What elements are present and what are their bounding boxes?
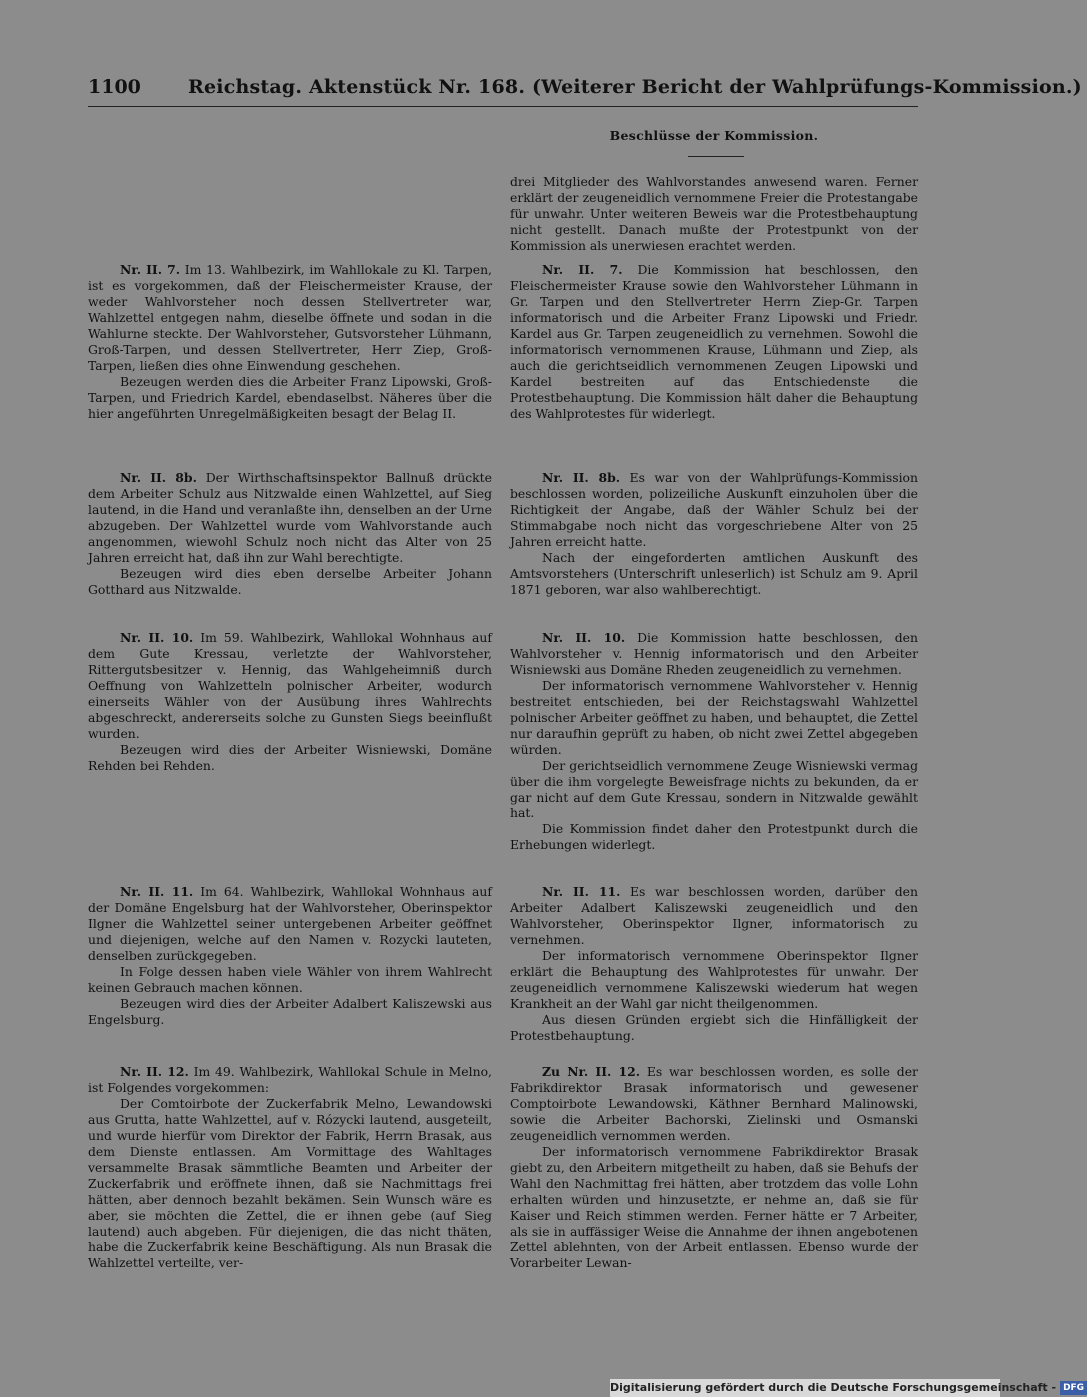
right-entry-ii-10 <box>510 630 918 853</box>
entry-ref: Nr. II. 8b. <box>120 470 197 485</box>
left-entry-ii-12 <box>88 1064 492 1271</box>
footer-text: Digitalisierung gefördert durch die Deutsche Forschungsgemeinschaft - <box>610 1381 1057 1394</box>
entry-text: Aus diesen Gründen ergiebt sich die Hinfälligkeit der Protestbehauptung. <box>510 1011 918 1043</box>
heading-rule <box>688 156 744 157</box>
entry-ref: Nr. II. 10. <box>120 630 194 645</box>
left-entry-ii-10 <box>88 630 492 774</box>
entry-ref: Nr. II. 10. <box>542 630 626 645</box>
entry-text: Bezeugen werden dies die Arbeiter Franz Lipowski, Groß-Tarpen, und Friedrich Kardel, ebendaselbst. Näheres über die hier angeführten Unregelmäßigkeiten besagt der Belag II. <box>88 373 492 421</box>
entry-text: In Folge dessen haben viele Wähler von ihrem Wahlrecht keinen Gebrauch machen können. <box>88 963 492 995</box>
right-intro-text: drei Mitglieder des Wahlvorstandes anwesend waren. Ferner erklärt der zeugeneidlich vernommene Freier die Protestangabe für unwahr. Unter weiteren Beweis war die Protestbehauptung nicht gestellt. Danach mußte der Protestpunkt von der Kommission als unerwiesen erachtet werden. <box>510 174 918 253</box>
entry-ref: Nr. II. 11. <box>542 884 621 899</box>
right-entry-ii-11 <box>510 884 918 1044</box>
entry-text: Der informatorisch vernommene Wahlvorsteher v. Hennig bestreitet entschieden, bei der Reichstagswahl Wahlzettel polnischer Arbeiter geöffnet zu haben, und behauptet, die Zettel nur daraufhin geprüft zu haben, ob nicht zwei Zettel abgegeben würden. <box>510 677 918 757</box>
entry-text: Nach der eingeforderten amtlichen Auskunft des Amtsvorstehers (Unterschrift unleserlich) ist Schulz am 9. April 1871 geboren, war also wahlberechtigt. <box>510 549 918 597</box>
page-number: 1100 <box>88 76 141 98</box>
entry-ref: Zu Nr. II. 12. <box>542 1064 641 1079</box>
right-entry-ii-12 <box>510 1064 918 1271</box>
entry-ref: Nr. II. 12. <box>120 1064 189 1079</box>
header-rule <box>88 106 918 107</box>
entry-text: Die Kommission findet daher den Protestpunkt durch die Erhebungen widerlegt. <box>510 821 918 853</box>
entry-text: Es war beschlossen worden, darüber den Arbeiter Adalbert Kaliszewski zeugeneidlich und den Wahlvorsteher, Oberinspektor Ilgner, informatorisch zu vernehmen. <box>510 884 918 947</box>
page-title: Reichstag. Aktenstück Nr. 168. (Weiterer Bericht der Wahlprüfungs-Kommission.) <box>188 76 1082 98</box>
entry-text: Es war von der Wahlprüfungs-Kommission beschlossen worden, polizeiliche Auskunft einzuholen über die Richtigkeit der Angabe, daß der Wähler Schulz bei der Stimmabgabe noch nicht das vorgeschriebene Alter von 25 Jahren erreicht hatte. <box>510 470 918 549</box>
left-entry-ii-7 <box>88 262 492 422</box>
entry-text: Im 49. Wahlbezirk, Wahllokal Schule in Melno, ist Folgendes vorgekommen: <box>88 1064 492 1095</box>
funding-footer <box>610 1379 1085 1397</box>
entry-text: Bezeugen wird dies eben derselbe Arbeiter Johann Gotthard aus Nitzwalde. <box>88 565 492 597</box>
entry-ref: Nr. II. 11. <box>120 884 194 899</box>
entry-text: Der gerichtseidlich vernommene Zeuge Wisniewski vermag über die ihm vorgelegte Beweisfrage nichts zu bekunden, da er gar nicht auf dem Gute Kressau, sondern in Nitzwalde gewählt hat. <box>510 757 918 821</box>
entry-ref: Nr. II. 8b. <box>542 470 621 485</box>
entry-ref: Nr. II. 7. <box>542 262 623 277</box>
entry-text: Der informatorisch vernommene Fabrikdirektor Brasak giebt zu, den Arbeitern mitgetheilt zu haben, daß sie Behufs der Wahl den Nachmittag frei hätten, aber trotzdem das volle Lohn erhalten würden und hinzusetzte, er nehme an, daß sie für Kaiser und Reich stimmen werden. Ferner hätte er 7 Arbeiter, als sie in auffässiger Weise die Annahme der ihnen angebotenen Zettel ablehnten, von der Arbeit entlassen. Ebenso wurde der Vorarbeiter Lewan- <box>510 1143 918 1271</box>
right-intro <box>510 174 918 254</box>
right-entry-ii-7 <box>510 262 918 422</box>
entry-text: Im 64. Wahlbezirk, Wahllokal Wohnhaus auf der Domäne Engelsburg hat der Wahlvorsteher, Oberinspektor Ilgner die Wahlzettel seiner untergebenen Arbeiter geöffnet und diejenigen, welche auf den Namen v. Rozycki lauteten, denselben zurückgegeben. <box>88 884 492 963</box>
entry-text: Der Comtoirbote der Zuckerfabrik Melno, Lewandowski aus Grutta, hatte Wahlzettel, auf v. Rózycki lautend, ausgeteilt, und wurde hierfür vom Direktor der Fabrik, Herrn Brasak, aus dem Dienste entlassen. Am Vormittage des Wahltages versammelte Brasak sämmtliche Beamten und Arbeiter der Zuckerfabrik und eröffnete ihnen, daß sie Nachmittags frei hätten, aber dennoch bezahlt bekämen. Sein Wunsch wäre es aber, sie möchten die Zettel, die er ihnen gebe (auf Sieg lautend) auch abgeben. Für diejenigen, die das nicht thäten, habe die Zuckerfabrik keine Beschäftigung. Als nun Brasak die Wahlzettel verteilte, ver- <box>88 1095 492 1271</box>
right-column-heading: Beschlüsse der Kommission. <box>609 128 819 143</box>
entry-text: Im 13. Wahlbezirk, im Wahllokale zu Kl. Tarpen, ist es vorgekommen, daß der Fleischermeister Krause, der weder Wahlvorsteher noch dessen Stellvertreter war, Wahlzettel entgegen nahm, dieselbe öffnete und sodan in die Wahlurne steckte. Der Wahlvorsteher, Gutsvorsteher Lühmann, Groß-Tarpen, und dessen Stellvertreter, Herr Ziep, Groß-Tarpen, ließen dies ohne Einwendung geschehen. <box>88 262 492 373</box>
right-entry-ii-8b <box>510 470 918 598</box>
entry-text: Die Kommission hatte beschlossen, den Wahlvorsteher v. Hennig informatorisch und den Arbeiter Wisniewski aus Domäne Rheden zeugeneidlich zu vernehmen. <box>510 630 918 677</box>
entry-text: Bezeugen wird dies der Arbeiter Adalbert Kaliszewski aus Engelsburg. <box>88 995 492 1027</box>
entry-text: Bezeugen wird dies der Arbeiter Wisniewski, Domäne Rehden bei Rehden. <box>88 741 492 773</box>
entry-text: Im 59. Wahlbezirk, Wahllokal Wohnhaus auf dem Gute Kressau, verletzte der Wahlvorsteher, Rittergutsbesitzer v. Hennig, das Wahlgeheimniß durch Oeffnung von Wahlzetteln polnischer Arbeiter, wodurch einerseits Wähler von der Ausübung ihres Wahlrechts abgeschreckt, andererseits solche zu Gunsten Siegs beeinflußt wurden. <box>88 630 492 741</box>
page-header <box>88 76 1082 104</box>
left-entry-ii-8b <box>88 470 492 598</box>
entry-text: Die Kommission hat beschlossen, den Fleischermeister Krause sowie den Wahlvorsteher Lühmann in Gr. Tarpen und den Stellvertreter Herrn Ziep-Gr. Tarpen informatorisch und die Arbeiter Franz Lipowski und Friedr. Kardel aus Gr. Tarpen zeugeneidlich zu vernehmen. Sowohl die informatorisch vernommenen Krause, Lühmann und Ziep, als auch die gerichtseidlich vernommenen Zeugen Lipowski und Kardel bestreiten auf das Entschiedenste die Protestbehauptung. Die Kommission hält daher die Behauptung des Wahlprotestes für widerlegt. <box>510 262 918 421</box>
entry-text: Der informatorisch vernommene Oberinspektor Ilgner erklärt die Behauptung des Wahlprotestes für unwahr. Der zeugeneidlich vernommene Kaliszewski wiederum hat wegen Krankheit an der Wahl gar nicht theilgenommen. <box>510 947 918 1011</box>
entry-text: Es war beschlossen worden, es solle der Fabrikdirektor Brasak informatorisch und gewesener Comptoirbote Lewandowski, Käthner Bernhard Malinowski, sowie die Arbeiter Bachorski, Zielinski und Osmanski zeugeneidlich vernommen werden. <box>510 1064 918 1143</box>
entry-ref: Nr. II. 7. <box>120 262 181 277</box>
entry-text: Der Wirthschaftsinspektor Ballnuß drückte dem Arbeiter Schulz aus Nitzwalde einen Wahlzettel, auf Sieg lautend, in die Hand und veranlaßte ihn, denselben an der Urne abzugeben. Der Wahlzettel wurde vom Wahlvorstande auch angenommen, wiewohl Schulz noch nicht das Alter von 25 Jahren erreicht hat, daß ihn zur Wahl berechtigte. <box>88 470 492 565</box>
dfg-logo: DFG <box>1060 1381 1087 1395</box>
left-entry-ii-11 <box>88 884 492 1028</box>
